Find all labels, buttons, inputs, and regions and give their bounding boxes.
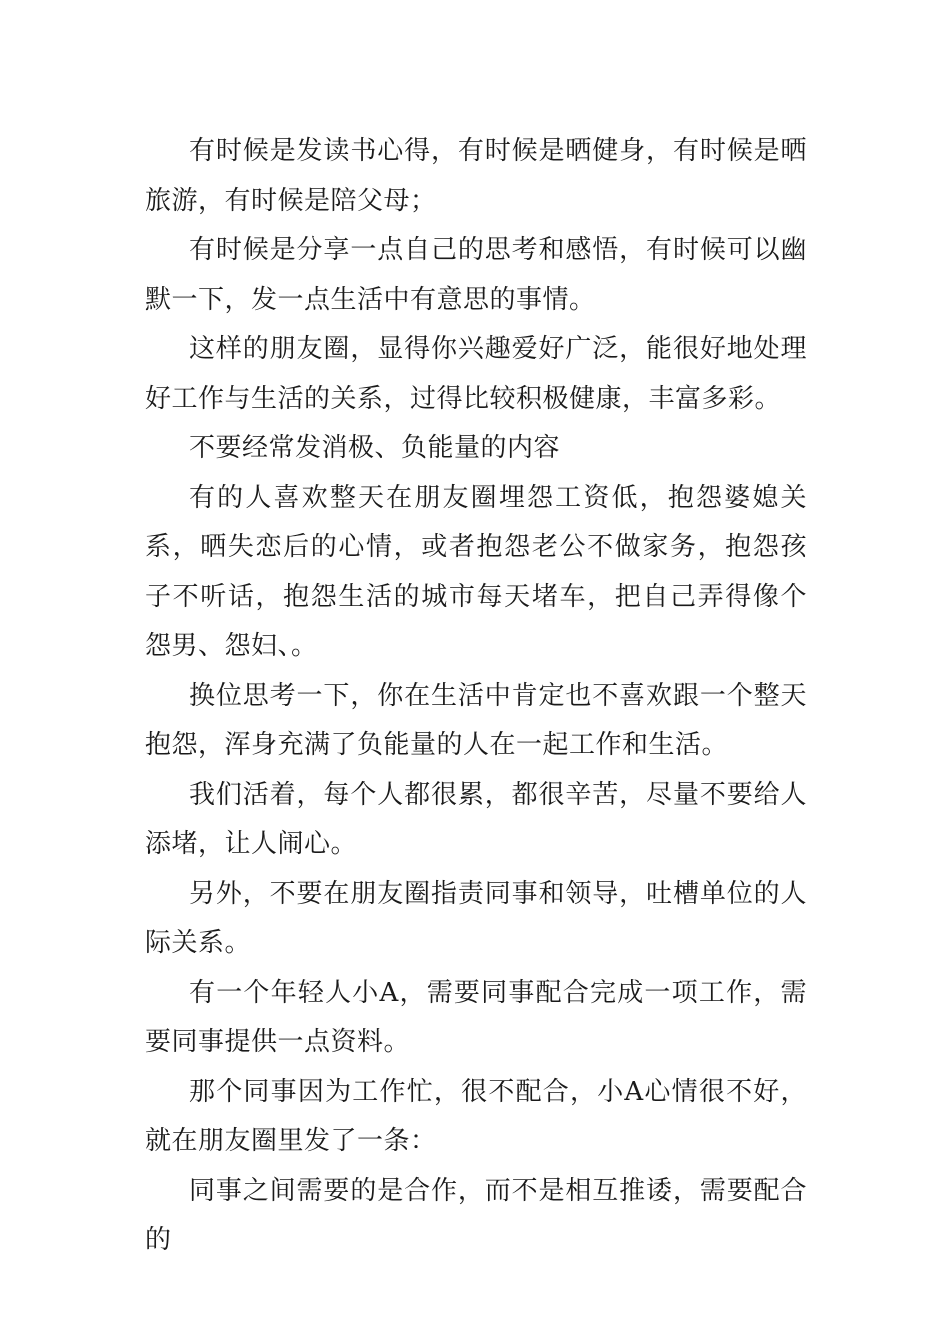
- paragraph-7: 另外，不要在朋友圈指责同事和领导，吐槽单位的人际关系。: [145, 878, 807, 958]
- paragraph-10: 同事之间需要的是合作，而不是相互推诿，需要配合的: [145, 1175, 807, 1255]
- paragraph-3: 这样的朋友圈，显得你兴趣爱好广泛，能很好地处理好工作与生活的关系，过得比较积极健康，丰富多彩。: [145, 334, 807, 414]
- paragraph-5: 换位思考一下，你在生活中肯定也不喜欢跟一个整天抱怨，浑身充满了负能量的人在一起工作和生活。: [145, 680, 807, 760]
- paragraph-6: 我们活着，每个人都很累，都很辛苦，尽量不要给人添堵，让人闹心。: [145, 779, 807, 859]
- paragraph-4: 有的人喜欢整天在朋友圈埋怨工资低，抱怨婆媳关系，晒失恋后的心情，或者抱怨老公不做家务，抱怨孩子不听话，抱怨生活的城市每天堵车，把自己弄得像个怨男、怨妇、。: [145, 482, 807, 661]
- paragraph-1: 有时候是发读书心得，有时候是晒健身，有时候是晒旅游，有时候是陪父母；: [145, 136, 807, 216]
- paragraph-8: 有一个年轻人小A，需要同事配合完成一项工作，需要同事提供一点资料。: [145, 977, 807, 1057]
- section-heading: 不要经常发消极、负能量的内容: [189, 433, 561, 463]
- document-page: [145, 127, 807, 1266]
- paragraph-9: 那个同事因为工作忙，很不配合，小A心情很不好，就在朋友圈里发了一条：: [145, 1076, 807, 1156]
- paragraph-2: 有时候是分享一点自己的思考和感悟，有时候可以幽默一下，发一点生活中有意思的事情。: [145, 235, 807, 315]
